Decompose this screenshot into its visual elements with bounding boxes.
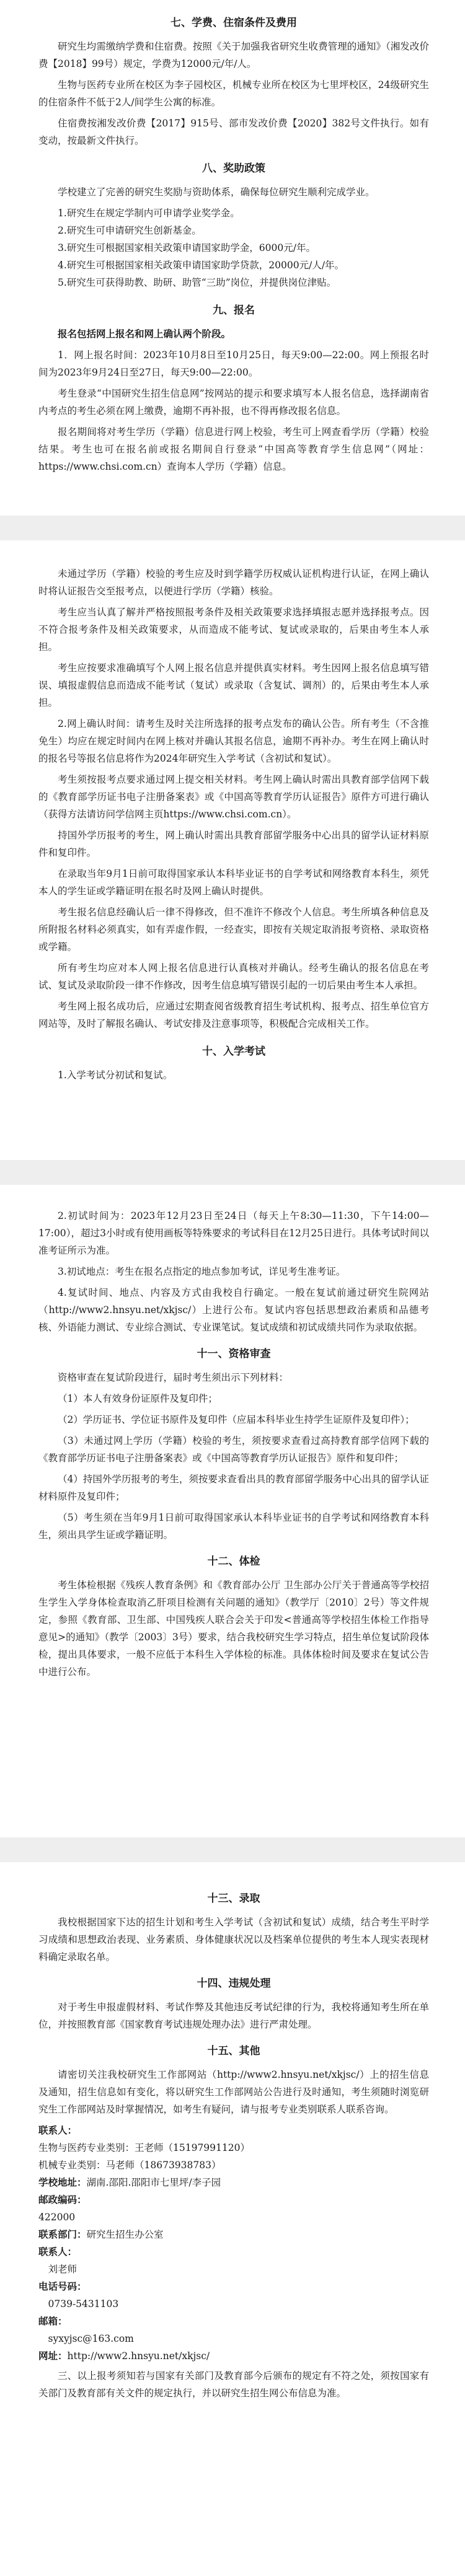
section-title-admission: 十三、录取 (207, 1892, 260, 1905)
email-label: 邮箱： (38, 2315, 68, 2327)
zip-label: 邮政编码： (38, 2194, 87, 2205)
address-label: 学校地址： (38, 2176, 87, 2188)
list-item: 3.研究生可根据国家相关政策申请国家助学金，6000元/年。 (58, 242, 316, 253)
address-value: 湖南.邵阳.邵阳市七里坪/李子园 (86, 2177, 221, 2188)
list-item: （4）持国外学历报考的考生，须按要求查看出具的教育部留学服务中心出具的留学认证材料原件及复印件； (38, 1474, 429, 1502)
list-item: 2.研究生可申请研究生创新基金。 (58, 225, 202, 236)
page-gap (0, 1160, 465, 1185)
list-item: （1）本人有效身份证原件及复印件； (58, 1393, 218, 1404)
paragraph: 考生应按要求准确填写个人网上报名信息并提供真实材料。考生因网上报名信息填写错误、填报虚假信息而造成不能考试（复试）或录取（含复试、调剂）的，后果由考生本人承担。 (38, 662, 429, 708)
office-label: 联系部门： (38, 2228, 87, 2240)
paragraph: 考生体检根据《残疾人教育条例》和《教育部办公厅 卫生部办公厅关于普通高等学校招生学生入学身体检查取消乙肝项目检测有关问题的通知》（教学厅〔2010〕2号）等文件规定，参照《教育部、卫生部、中国残疾人联合会关于印发<普通高等学校招生体检工作指导意见>的通知》（教学〔2003〕3号）要求，结合我校研究生学习特点，招生单位复试阶段体检，提出具体要求，一般不应低于本科生入学体检的标准。具体体检时间及要求在复试公告中进行公布。 (38, 1580, 429, 1677)
contact-person-value: 刘老师 (48, 2264, 78, 2275)
section-title-other: 十五、其他 (207, 2045, 260, 2057)
paragraph: 在录取当年9月1日前可取得国家承认本科毕业证书的自学考试和网络教育本科生，须凭本人的学生证或学籍证明在报名时及网上确认时提供。 (38, 868, 429, 897)
paragraph: 资格审查在复试阶段进行，届时考生须出示下列材料： (58, 1372, 289, 1383)
postal-code-value: 422000 (38, 2212, 76, 2223)
list-item: （5）考生须在当年9月1日前可取得国家承认本科毕业证书的自学考试和网络教育本科生，须出具学生证或学籍证明。 (38, 1512, 429, 1541)
document-page-4 (0, 1862, 465, 2576)
section-title-violation: 十四、违规处理 (197, 1977, 271, 1990)
paragraph: 请密切关注我校研究生工作部网站（http://www2.hnsyu.net/xkjsc/）上的招生信息及通知，招生信息如有变化，将以研究生工作部网站公告进行及时通知，考生须随时浏览研究生工作部网站及时掌握情况，如考生有疑问，请与报考专业类别联系人联系咨询。 (38, 2069, 429, 2115)
paragraph: 未通过学历（学籍）校验的考生应及时到学籍学历权威认证机构进行认证，在网上确认时将认证报告交至报考点，以便进行学历（学籍）核验。 (38, 568, 429, 597)
paragraph: 考生登录“中国研究生招生信息网”按网站的提示和要求填写本人报名信息，选择湖南省内考点的考生必须在网上缴费，逾期不再补报，也不得再修改报名信息。 (38, 388, 429, 416)
document-page-1 (0, 0, 465, 516)
paragraph: 2.网上确认时间：请考生及时关注所选择的报考点发布的确认公告。所有考生（不含推免生）均应在规定时间内在网上核对并确认其报名信息，逾期不再补办。考生在网上确认时的报名号等报名信息将作为2024年研究生入学考试（含初试和复试）。 (38, 718, 429, 764)
paragraph: 所有考生均应对本人网上报名信息进行认真核对并确认。经考生确认的报名信息在考试、复试及录取阶段一律不作修改，因考生信息填写错误引起的一切后果由考生本人承担。 (38, 962, 429, 991)
web-label: 网址： (38, 2350, 68, 2362)
paragraph: 学校建立了完善的研究生奖励与资助体系，确保每位研究生顺利完成学业。 (58, 187, 375, 198)
person-label: 联系人： (38, 2246, 78, 2257)
contact-person (38, 2243, 429, 2261)
paragraph: 2.初试时间为：2023年12月23日至24日（每天上午8:30—11:30，下午14:00—17:00），超过3小时或有使用画板等特殊要求的考试科目在12月25日进行。具体考试时间以准考证所示为准。 (38, 1210, 429, 1256)
contact-mech: 机械专业类别：马老师（18673938783） (38, 2160, 221, 2171)
paragraph: 三、以上报考须知若与国家有关部门及教育部今后颁布的规定有不符之处，须按国家有关部门及教育部有关文件的规定执行，并以研究生招生网公布信息为准。 (38, 2370, 429, 2399)
paragraph: 考生报名信息经确认后一律不得修改，但不准许不修改个人信息。考生所填各种信息及所附报名材料必须真实，如有弄虚作假，一经查实，即按有关规定取消报考资格、录取资格或学籍。 (38, 907, 429, 952)
page-gap (0, 516, 465, 540)
list-item: 1.研究生在规定学制内可申请学业奖学金。 (58, 208, 240, 219)
paragraph: 报名期间将对考生学历（学籍）信息进行网上校验，考生可上网查看学历（学籍）校验结果。考生也可在报名前或报名期间自行登录“中国高等教育学生信息网”（网址：https://www.chsi.com.cn）查询本人学历（学籍）信息。 (38, 426, 429, 472)
paragraph: 研究生均需缴纳学费和住宿费。按照《关于加强我省研究生收费管理的通知》（湘发改价费【2018】99号）规定，学费为12000元/年/人。 (38, 41, 429, 69)
list-item: （2）学历证书、学位证书原件及复印件（应届本科毕业生持学生证原件及复印件）； (58, 1414, 415, 1425)
contact-department (38, 2226, 429, 2243)
paragraph: 考生网上报名成功后，应通过宏期查阅省级教育招生考试机构、报考点、招生单位官方网站等，及时了解报名确认、考试安排及注意事项等，积极配合完成相关工作。 (38, 1001, 429, 1029)
page-gap (0, 1837, 465, 1862)
paragraph: 1.入学考试分初试和复试。 (58, 1070, 173, 1081)
paragraph: 考生应当认真了解并严格按照报考条件及相关政策要求选择填报志愿并选择报考点。因不符合报考条件及相关政策要求，从而造成不能考试、复试或录取的，后果由考生本人承担。 (38, 607, 429, 653)
list-item: （3）未通过网上学历（学籍）校验的考生，须按要求查看过高持教育部学信网下载的《教育部学历证书电子注册备案表》或《中国高等教育学历认证报告》原件和复印件； (38, 1435, 429, 1464)
section-title-qualification: 十一、资格审查 (197, 1348, 271, 1360)
document-page-3 (0, 1185, 465, 1837)
phone-number (38, 2278, 429, 2295)
paragraph: 住宿费按湘发改价费【2017】915号、部市发改价费【2020】382号文件执行。如有变动，按最新文件执行。 (38, 118, 429, 146)
paragraph: 对于考生申报虚假材料、考试作弊及其他违反考试纪律的行为，我校将通知考生所在单位，并按照教育部《国家教育考试违规处理办法》进行严肃处理。 (38, 2002, 429, 2030)
document-page-2 (0, 540, 465, 1160)
paragraph: 1．网上报名时间：2023年10月8日至10月25日，每天9:00—22:00。网上预报名时间为2023年9月24日至27日，每天9:00—22:00。 (38, 349, 429, 378)
email-value[interactable]: syxyjsc@163.com (48, 2333, 134, 2344)
paragraph: 考生须按报考点要求通过网上提交相关材料。考生网上确认时需出具教育部学信网下载的《教育部学历证书电子注册备案表》或《中国高等教育学历认证报告》原件方可进行确认（获得方法请访问学信网主页https://www.chsi.com.cn）。 (38, 774, 429, 820)
phone-value: 0739-5431103 (48, 2298, 119, 2310)
phone-label: 电话号码： (38, 2280, 87, 2292)
section-title-tuition: 七、学费、住宿条件及费用 (170, 17, 297, 29)
section-title-registration: 九、报名 (213, 304, 255, 317)
email (38, 2313, 429, 2330)
subheading: 报名包括网上报名和网上确认两个阶段。 (58, 328, 231, 340)
paragraph: 持国外学历报考的考生，网上确认时需出具教育部留学服务中心出具的留学认证材料原件和复印件。 (38, 830, 429, 858)
office-value: 研究生招生办公室 (86, 2229, 164, 2240)
list-item: 4.研究生可根据国家相关政策申请国家助学贷款，20000元/人/年。 (58, 260, 345, 271)
postal-code (38, 2191, 429, 2209)
paragraph: 我校根据国家下达的招生计划和考生入学考试（含初试和复试）成绩，结合考生平时学习成绩和思想政治表现、业务素质、身体健康状况以及档案单位提供的考生本人现实表现材料确定录取名单。 (38, 1917, 429, 1963)
contact-bio: 生物与医药专业类别：王老师（15197991120） (38, 2142, 250, 2153)
web-link[interactable]: http://www2.hnsyu.net/xkjsc/ (67, 2350, 210, 2362)
paragraph: 4.复试时间、地点、内容及方式由我校自行确定。一般在复试前通过研究生院网站（http://www2.hnsyu.net/xkjsc/）上进行公布。复试内容包括思想政治素质和品德考核、外语能力测试、专业综合测试、专业课笔试。复试成绩和初试成绩共同作为录取依据。 (38, 1287, 429, 1333)
section-title-exam: 十、入学考试 (202, 1045, 265, 1058)
school-address (38, 2174, 429, 2191)
contact-heading: 联系人： (38, 2124, 78, 2136)
section-title-medical: 十二、体检 (207, 1555, 260, 1568)
section-title-scholarship: 八、奖助政策 (202, 162, 265, 175)
paragraph: 生物与医药专业所在校区为李子园校区，机械专业所在校区为七里坪校区，24级研究生的住宿条件不低于2人/间学生公寓的标准。 (38, 79, 429, 108)
paragraph: 3.初试地点：考生在报名点指定的地点参加考试，详见考生准考证。 (58, 1266, 346, 1277)
list-item: 5.研究生可获得助教、助研、助管“三助”岗位，并提供岗位津贴。 (58, 277, 337, 288)
website (38, 2347, 429, 2365)
